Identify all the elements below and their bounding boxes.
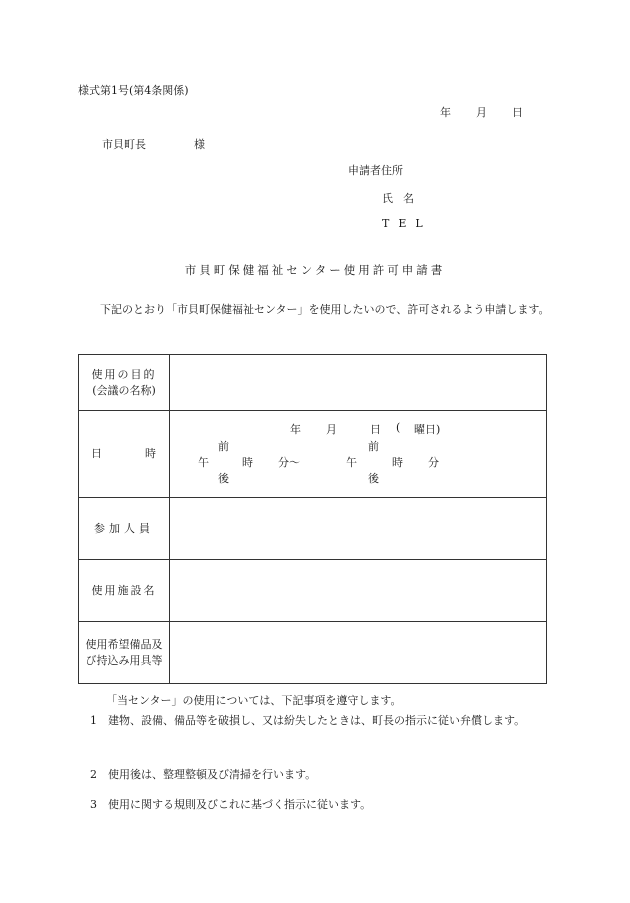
intro-paragraph: 下記のとおり「市貝町保健福祉センター」を使用したいので、許可されるよう申請します。 bbox=[100, 303, 550, 316]
dt-pm-2: 後 bbox=[368, 472, 379, 485]
equipment-field[interactable] bbox=[170, 622, 547, 684]
date-year-label: 年 bbox=[440, 106, 451, 119]
purpose-row bbox=[79, 355, 547, 411]
facility-field[interactable] bbox=[170, 560, 547, 622]
datetime-label-time: 時 bbox=[145, 447, 156, 460]
applicant-tel-label: TEL bbox=[382, 217, 432, 230]
addressee-name: 市貝町長 bbox=[102, 138, 146, 151]
participants-label: 参加人員 bbox=[79, 498, 170, 560]
facility-row bbox=[79, 560, 547, 622]
purpose-label bbox=[79, 355, 170, 411]
facility-label: 使用施設名 bbox=[79, 560, 170, 622]
dt-hour-1: 時 bbox=[242, 456, 253, 469]
dt-day: 日 bbox=[370, 423, 381, 436]
participants-row bbox=[79, 498, 547, 560]
date-month-label: 月 bbox=[476, 106, 487, 119]
applicant-name-label: 氏名 bbox=[382, 192, 424, 205]
application-table bbox=[78, 354, 547, 684]
rule-item: 1 建物、設備、備品等を破損し、又は紛失したときは、町長の指示に従い弁償します。 bbox=[90, 714, 526, 727]
rule-item: 2 使用後は、整理整頓及び清掃を行います。 bbox=[90, 768, 317, 781]
dt-hour-2: 時 bbox=[392, 456, 403, 469]
purpose-label-line1: 使用の目的 bbox=[91, 367, 157, 381]
dt-minute-from: 分〜 bbox=[278, 456, 300, 469]
equipment-row bbox=[79, 622, 547, 684]
datetime-template bbox=[170, 411, 546, 497]
equipment-label-line1: 使用希望備品及 bbox=[85, 637, 163, 651]
dt-month: 月 bbox=[326, 423, 337, 436]
document-title: 市貝町保健福祉センター使用許可申請書 bbox=[184, 263, 446, 277]
dt-minute-2: 分 bbox=[428, 456, 439, 469]
dt-year: 年 bbox=[290, 423, 301, 436]
datetime-label bbox=[79, 411, 170, 498]
participants-field[interactable] bbox=[170, 498, 547, 560]
purpose-field[interactable] bbox=[170, 355, 547, 411]
dt-noon-1: 午 bbox=[198, 456, 209, 469]
dt-am-2: 前 bbox=[368, 440, 379, 453]
date-day-label: 日 bbox=[512, 106, 523, 119]
notice-intro: 「当センター」の使用については、下記事項を遵守します。 bbox=[106, 694, 402, 707]
form-number: 様式第1号(第4条関係) bbox=[78, 84, 189, 97]
purpose-label-line2: (会議の名称) bbox=[92, 383, 156, 397]
rule-item: 3 使用に関する規則及びこれに基づく指示に従います。 bbox=[90, 798, 372, 811]
dt-weekday: 曜日) bbox=[414, 423, 441, 436]
dt-pm-1: 後 bbox=[218, 472, 229, 485]
addressee bbox=[102, 136, 205, 152]
equipment-label-line2: び持込み用具等 bbox=[85, 653, 163, 667]
addressee-honorific: 様 bbox=[194, 138, 205, 151]
equipment-label bbox=[79, 622, 170, 684]
dt-noon-2: 午 bbox=[346, 456, 357, 469]
dt-am-1: 前 bbox=[218, 440, 229, 453]
datetime-label-day: 日 bbox=[91, 447, 102, 460]
dt-weekday-open: ( bbox=[396, 421, 401, 434]
datetime-row bbox=[79, 411, 547, 498]
datetime-field[interactable] bbox=[170, 411, 547, 498]
applicant-address-label: 申請者住所 bbox=[348, 164, 403, 177]
